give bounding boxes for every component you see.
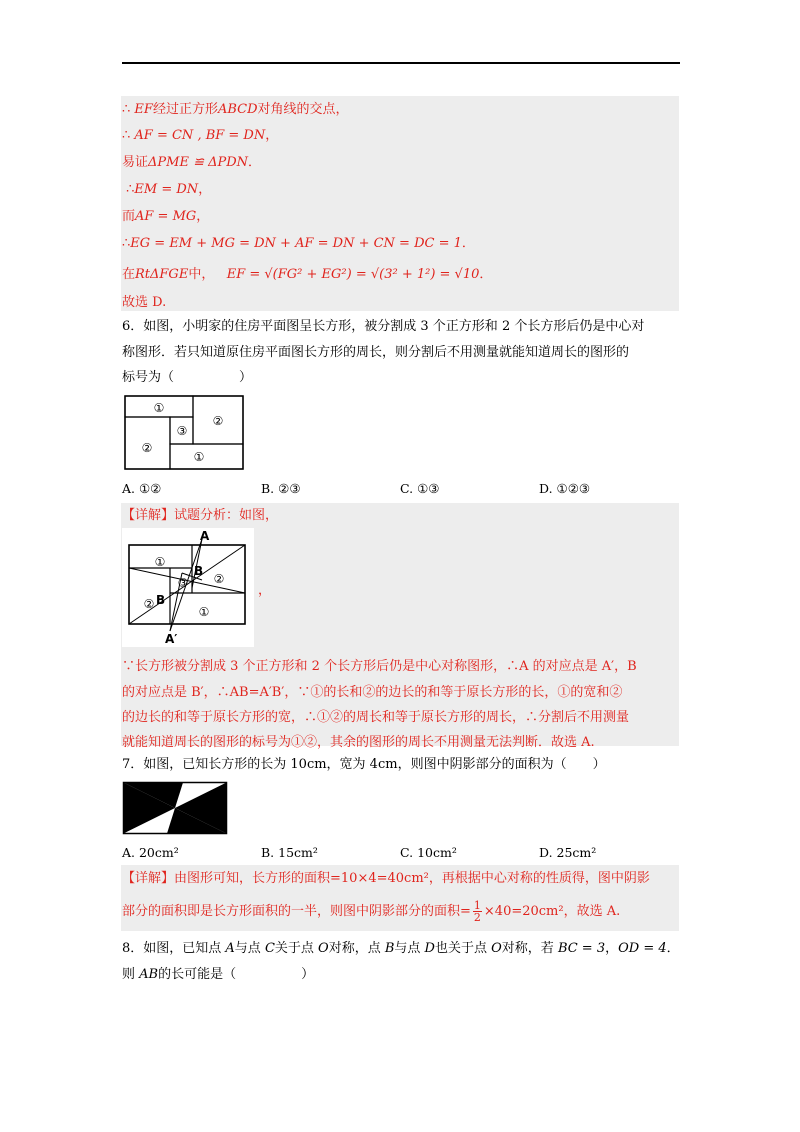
q6-option-b: B. ②③	[261, 481, 301, 496]
q6-fig-label: ①	[193, 450, 205, 464]
answer-6-para-line-4: 就能知道周长的图形的标号为①②，其余的图形的周长不用测量无法判断．故选 A.	[122, 735, 595, 750]
answer-6-fig-label: ③	[177, 576, 189, 590]
q7-option-b: B. 15cm²	[261, 845, 318, 860]
answer-6-fig-label: B	[194, 564, 204, 578]
q8-line-2: 则 AB的长可能是（ ）	[122, 967, 315, 982]
q6-fig-label: ①	[153, 401, 165, 415]
q7-option-d: D. 25cm²	[539, 845, 597, 860]
q6-option-c: C. ①③	[400, 481, 440, 496]
answer-6-para-line-3: 的边长的和等于原长方形的宽，∴①②的周长和等于原长方形的周长，∴分割后不用测量	[122, 710, 630, 725]
answer-6-para-line-1: ∵长方形被分割成 3 个正方形和 2 个长方形后仍是中心对称图形，∴A 的对应点是 A′，B	[122, 659, 637, 674]
q7-bowtie-figure	[122, 781, 228, 835]
header-rule	[122, 62, 680, 64]
solution-5-line-2: ∴ AF = CN , BF = DN，	[122, 128, 279, 143]
answer-6-fig-label: ②	[143, 597, 155, 611]
answer-6-fig-label: ①	[198, 605, 210, 619]
solution-5-line-6: ∴EG = EM + MG = DN + AF = DN + CN = DC = 1．	[122, 236, 475, 251]
answer-6-fig-label: B	[156, 593, 166, 607]
solution-5-line-4: ∴EM = DN，	[126, 182, 212, 197]
q6-line-2: 称图形．若只知道原住房平面图长方形的周长，则分割后不用测量就能知道周长的图形的	[122, 345, 630, 360]
half-fraction: $\frac{1}{2}$	[473, 899, 481, 924]
q7-line-1: 7．如图，已知长方形的长为 10cm，宽为 4cm，则图中阴影部分的面积为（ ）	[122, 757, 606, 772]
q6-line-1: 6．如图，小明家的住房平面图呈长方形，被分割成 3 个正方形和 2 个长方形后仍是中心对	[122, 319, 645, 334]
q6-floor-plan-figure	[122, 394, 246, 472]
q6-fig-label: ②	[212, 414, 224, 428]
q6-fig-label: ②	[141, 441, 153, 455]
answer-7-line-2: 部分的面积即是长方形面积的一半，则图中阴影部分的面积= $\frac{1}{2}$ ×40=20cm²，故选 A.	[122, 899, 621, 924]
answer-6-figure	[122, 528, 254, 647]
q7-option-a: A. 20cm²	[122, 845, 179, 860]
q8-line-1: 8．如图，已知点 A与点 C关于点 O对称，点 B与点 D也关于点 O对称，若 BC = 3，OD = 4．	[122, 941, 680, 956]
answer-6-fig-label: ②	[213, 572, 225, 586]
q7-option-c: C. 10cm²	[400, 845, 457, 860]
q6-line-3: 标号为（ ）	[122, 370, 253, 385]
q6-option-a: A. ①②	[122, 481, 162, 496]
q6-fig-label: ③	[176, 424, 188, 438]
answer-6-figure-comma: ，	[258, 583, 272, 598]
answer-6-para-line-2: 的对应点是 B′，∴AB=A′B′，∵①的长和②的边长的和等于原长方形的长，①的宽和②	[122, 685, 623, 700]
solution-5-line-3: 易证ΔPME ≌ ΔPDN．	[122, 155, 262, 170]
answer-6-heading: 【详解】试题分析：如图，	[122, 508, 279, 523]
solution-5-line-1: ∴ EF经过正方形ABCD对角线的交点，	[122, 102, 349, 117]
solution-5-line-5: 而AF = MG，	[122, 209, 210, 224]
answer-6-fig-label: ①	[154, 555, 166, 569]
answer-6-fig-label: A	[200, 529, 210, 543]
answer-7-line-1: 【详解】由图形可知，长方形的面积=10×4=40cm²，再根据中心对称的性质得，图中阴影	[122, 871, 650, 886]
solution-5-line-8: 故选 D.	[122, 295, 167, 310]
answer-6-fig-label: A′	[165, 632, 178, 646]
solution-5-line-7: 在RtΔFGE中， EF = √(FG² + EG²) = √(3² + 1²) = √10．	[122, 267, 493, 282]
q6-option-d: D. ①②③	[539, 481, 591, 496]
